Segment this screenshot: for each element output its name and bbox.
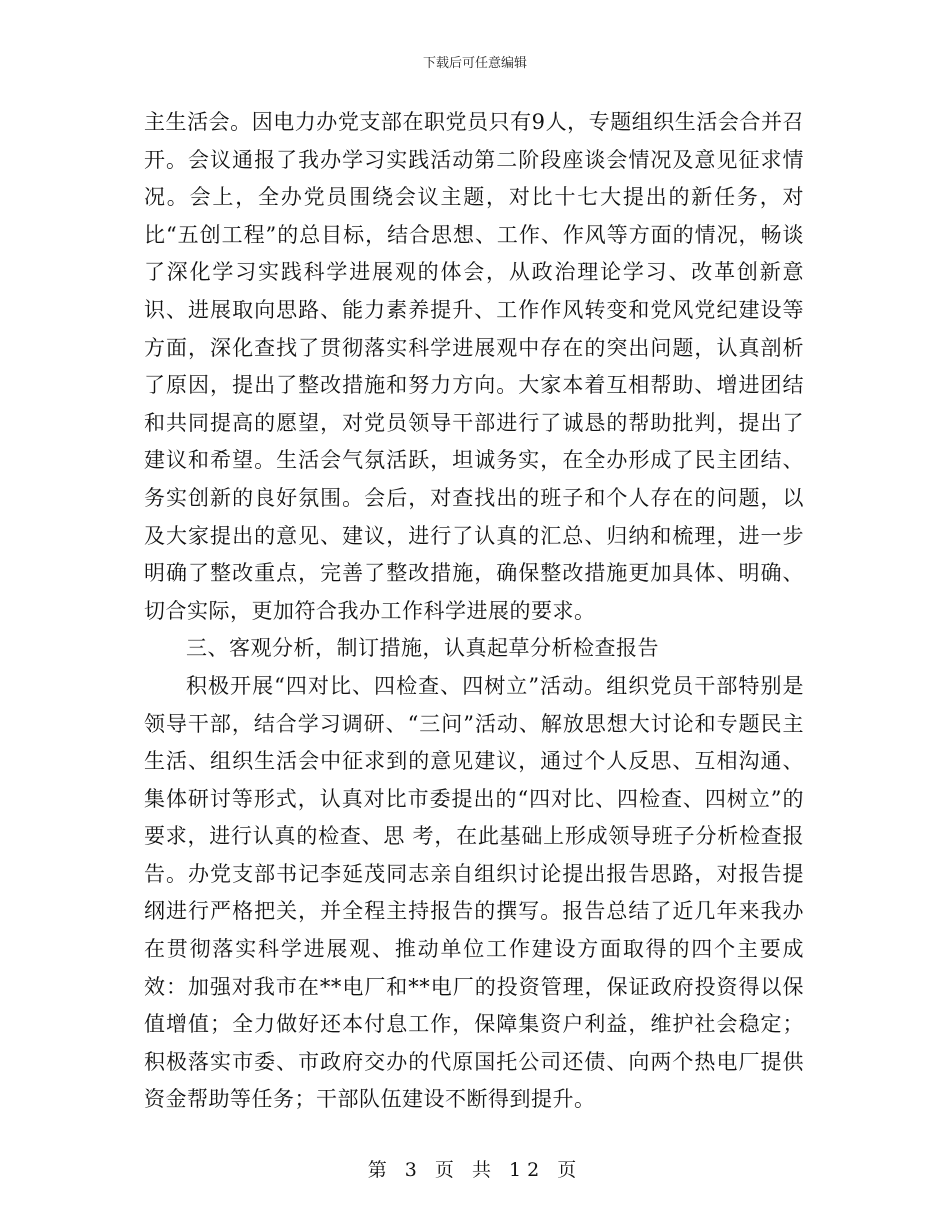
paragraph-meeting-summary: 主生活会。因电力办党支部在职党员只有9人，专题组织生活会合并召开。会议通报了我办学习实践活动第二阶段座谈会情况及意见征求情况。会上，全办党员围绕会议主题，对比十七大提出的新任务，对比“五创工程”的总目标，结合思想、工作、作风等方面的情况，畅谈了深化学习实践科学进展观的体会，从政治理论学习、改革创新意识、进展取向思路、能力素养提升、工作作风转变和党风党纪建设等方面，深化查找了贯彻落实科学进展观中存在的突出问题，认真剖析了原因，提出了整改措施和努力方向。大家本着互相帮助、增进团结和共同提高的愿望，对党员领导干部进行了诚恳的帮助批判，提出了建议和希望。生活会气氛活跃，坦诚务实，在全办形成了民主团结、务实创新的良好氛围。会后，对查找出的班子和个人存在的问题，以及大家提出的意见、建议，进行了认真的汇总、归纳和梳理，进一步明确了整改重点，完善了整改措施，确保整改措施更加具体、明确、切合实际，更加符合我办工作科学进展的要求。 — [144, 110, 804, 623]
page-number: 第 3 页 共 12 页 — [367, 1159, 583, 1181]
paragraph-analysis-report: 积极开展“四对比、四检查、四树立”活动。组织党员干部特别是领导干部，结合学习调研、“三问”活动、解放思想大讨论和专题民主生活、组织生活会中征求到的意见建议，通过个人反思、互相沟通、集体研讨等形式，认真对比市委提出的“四对比、四检查、四树立”的要求，进行认真的检查、思 考，在此基础上形成领导班子分析检查报告。办党支部书记李延茂同志亲自组织讨论提出报告思路，对报告提纲进行严格把关，并全程主持报告的撰写。报告总结了近几年来我办在贯彻落实科学进展观、推动单位工作建设方面取得的四个主要成效：加强对我市在**电厂和**电厂的投资管理，保证政府投资得以保值增值；全力做好还本付息工作，保障集资户利益，维护社会稳定；积极落实市委、市政府交办的代原国托公司还债、向两个热电厂提供资金帮助等任务；干部队伍建设不断得到提升。 — [144, 673, 804, 1112]
section-heading: 三、客观分析，制订措施，认真起草分析检查报告 — [186, 636, 659, 661]
page-header: 下载后可任意编辑 — [422, 56, 527, 71]
body-content — [144, 104, 804, 1119]
